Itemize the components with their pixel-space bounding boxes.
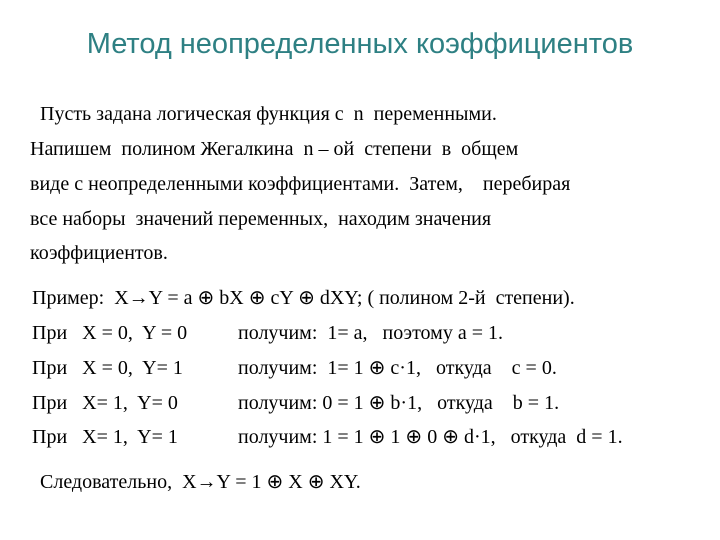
case-result: получим: 0 = 1 ⊕ b·1, откуда b = 1. [238,392,560,414]
case-result: получим: 1 = 1 ⊕ 1 ⊕ 0 ⊕ d·1, откуда d = 1. [238,426,623,448]
case-condition: При X = 0, Y= 1 [32,357,183,379]
case-condition: При X= 1, Y= 1 [32,426,178,448]
paragraph-line: коэффициентов. [30,242,168,264]
conclusion-line: Следовательно, X→Y = 1 ⊕ X ⊕ XY. [40,471,361,493]
slide-title: Метод неопределенных коэффициентов [86,28,634,60]
case-condition: При X = 0, Y = 0 [32,322,188,344]
paragraph-line: Пусть задана логическая функция с n переменными. [40,103,497,125]
case-result: получим: 1= 1 ⊕ c·1, откуда c = 0. [238,357,557,379]
paragraph-line: все наборы значений переменных, находим значения [30,208,492,230]
case-result: получим: 1= a, поэтому a = 1. [238,322,503,344]
paragraph-line: Напишем полином Жегалкина n – ой степени в общем [30,138,519,160]
case-condition: При X= 1, Y= 0 [32,392,178,414]
paragraph-line: виде с неопределенными коэффициентами. Затем, перебирая [30,173,571,195]
example-line: Пример: X→Y = a ⊕ bX ⊕ cY ⊕ dXY; ( полином 2-й степени). [32,287,575,309]
